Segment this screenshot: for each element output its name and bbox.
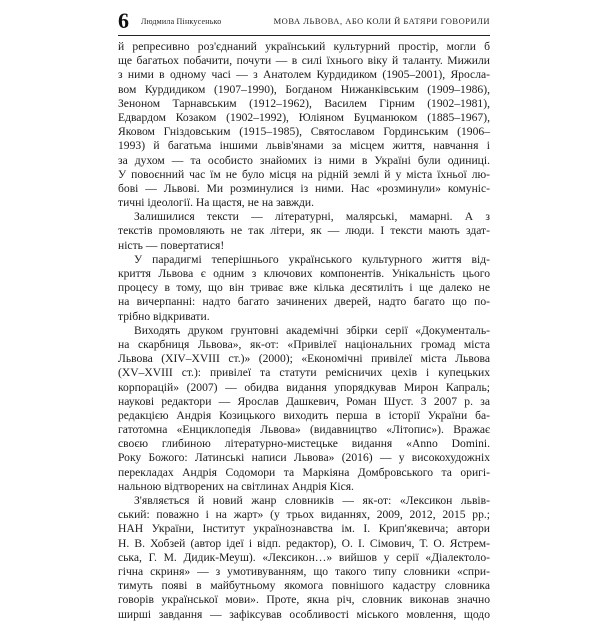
text-line: У парадигмі теперішнього українського культурного життя від- — [134, 252, 490, 266]
text-line: на скарбниця Львова», як-от: «Привілеї національних громад міста — [118, 337, 490, 351]
text-line: ність — повертатися! — [118, 238, 225, 252]
text-line: криття Львова є одним з ключових компонентів. Унікальність цього — [118, 267, 490, 280]
text-line: корпорацій» (2007) — обидва видання упорядкував Мирон Капраль; — [118, 380, 490, 394]
text-line: Н. В. Хобзей (автор ідеї і відп. редактор), О. І. Сімович, Т. О. Ястрем- — [118, 536, 490, 550]
header-author: Людмила Пінкусенько — [141, 17, 222, 26]
text-line: говорів української мови». Проте, якна річ, словник виконав значно — [118, 593, 490, 607]
text-line: редакцією Андрія Козицького виходить перша в історії України ба- — [118, 408, 490, 422]
text-line: ширші завдання — зафіксував особливості міського мовлення, щодо — [118, 607, 490, 621]
text-line: трібно відкривати. — [118, 309, 210, 323]
text-line: Виходять друком грунтовні академічні збірки серії «Документаль- — [134, 323, 490, 337]
text-line: З'являється й новий жанр словників — як-от: «Лексикон львів- — [134, 494, 490, 507]
text-line: текстів промовляють не так літери, як — люди. І тексти мають здат- — [118, 224, 490, 238]
text-line: за духом — та особисто знайомих із ними в Україні були одиниці. — [118, 153, 490, 167]
text-line: бові — Львові. Ми розминулися із ними. Нас «розминули» комуніс- — [118, 181, 490, 195]
text-line: (XV–XVIII ст.): привілеї та статути ремісничих цехів і купецьких — [118, 366, 490, 380]
text-line: Року Божого: Латинські написи Львова» (2016) — у високохудожніх — [118, 451, 490, 465]
text-line: з ними в одному часі — з Анатолем Курдидиком (1905–2001), Яросла- — [118, 68, 490, 82]
text-line: тичні ідеології. На щастя, не на завжди. — [118, 196, 314, 210]
text-line: тимуть появі в майбутньому якомога повнішого кадастру словника — [118, 579, 490, 593]
text-line: ще багатьох побачити, почути — в силі їхнього віку й таланту. Мижили — [118, 54, 490, 68]
text-line: гічна скриня» — з умотивуванням, що такого типу словники «спри- — [118, 564, 490, 578]
text-line: перекладах Андрія Содомори та Маркіяна Домбровського та оригі- — [118, 465, 490, 479]
text-line: й репресивно роз'єднаний український культурний простір, могли б — [118, 40, 490, 53]
body-text — [118, 40, 490, 622]
text-line: вом Курдидиком (1907–1990), Богданом Нижанківським (1909–1986), — [118, 82, 490, 96]
text-line: Едвардом Козаком (1902–1992), Юліяном Буцманюком (1885–1967), — [118, 110, 490, 124]
text-line: наукові редактори — Ярослав Дашкевич, Роман Шуст. З 2007 р. за — [118, 394, 490, 408]
text-line: своєю глибиною літературно-мистецьке видання «Anno Domini. — [118, 437, 490, 451]
text-line: ський: поважно і на жарт» (у трьох виданнях, 2009, 2012, 2015 рр.; — [118, 508, 490, 522]
text-line: на вичерпанні: надто багато зачинених дверей, надто багато що по- — [118, 295, 490, 309]
page-number: 6 — [118, 8, 129, 33]
text-line: процесу в тому, що він триває вже кілька десятиліть і ще далеко не — [118, 281, 490, 295]
text-line: Залишилися тексти — літературні, малярські, мамарні. А з — [134, 210, 490, 224]
running-header — [118, 8, 490, 36]
text-line: Яковом Гніздовським (1915–1985), Святославом Гординським (1906– — [118, 125, 490, 139]
text-line: НАН України, Інститут українознавства ім. І. Крип'якевича; автори — [118, 522, 490, 536]
text-line: Львова (XIV–XVIII ст.)» (2000); «Економічні привілеї міста Львова — [118, 352, 490, 366]
text-line: нальною відтворених на світлинах Андрія Кіся. — [118, 479, 354, 493]
text-line: 1993) й багатьма іншими львів'янами за місцем життя, навчання і — [118, 139, 490, 153]
text-line: Зеноном Тарнавським (1912–1962), Василем Гірним (1902–1981), — [118, 96, 490, 110]
text-line: гатотомна «Енциклопедія Львова» (видавництво «Літопис»). Вражає — [118, 423, 490, 437]
header-title: МОВА ЛЬВОВА, АБО КОЛИ Й БАТЯРИ ГОВОРИЛИ — [273, 16, 490, 26]
text-line: У повоєнний час їм не було місця на рідній землі й у міста їхньої лю- — [118, 167, 490, 181]
text-line: ська, Г. М. Дидик-Меуш). «Лексикон…» вийшов у серії «Діалектоло- — [118, 550, 490, 564]
